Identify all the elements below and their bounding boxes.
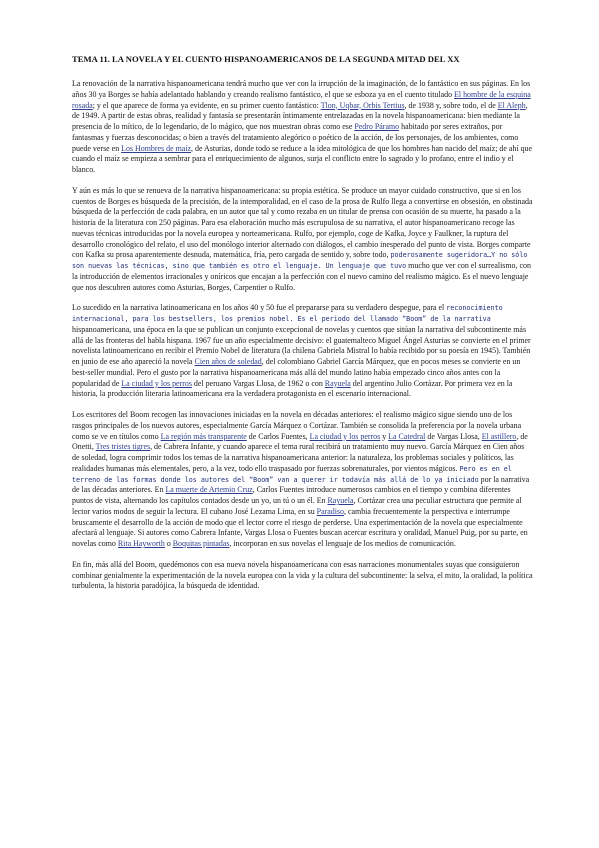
text-run: ; y el que aparece de forma ya evidente, en su primer cuento fantástico: (92, 100, 321, 110)
text-run: del peruano Vargas Llosa, de 1962 o con (191, 378, 325, 388)
text-run: Lo sucedido en la narrativa latinoamericana en los años 40 y 50 fue el prepararse para su verdadero despegue, para el (72, 303, 447, 313)
text-run: En fin, más allá del Boom, quedémonos con esa nueva novela hispanoamericana con esas narraciones monumentales suyas que consiguieron combinar genialmente la experimentación de la novela europea con la vida y la cultura del subcontinente: la selva, el mito, la oralidad, la política turbulenta, la historia paradójica, la búsqueda de identidad. (72, 559, 533, 591)
text-run: Y aún es más lo que se renueva de la narrativa hispanoamericana: su propia estética. Se produce un mayor cuidado constructivo, que si en los cuentos de Borges es búsqueda de la precisión, de la intemporalidad, en el caso de la prosa de Rulfo llega a convertirse en obsesión, en obstinada búsqueda de la perfección de cada palabra, en un autor que tal y como rezaba en un titular de prensa con ocasión de su muerte, ha pasado a la historia de la literatura con 250 páginas. Para esa elaboración mucho más escrupulosa de su narrativa, el autor hispanoamericano recoge las nuevas técnicas introducidas por la novela europea y norteamericana. Rulfo, por ejemplo, coge de Kafka, Joyce y Faulkner, la ruptura del desarrollo cronológico del relato, el uso del monólogo interior alternado con diálogos, el cambio inesperado del punto de vista. Borges comparte con Kafka su prosa aparentemente desnuda, matemática, fría, pero cargada de sentido y, sobre todo, (72, 185, 533, 260)
paragraph (72, 79, 533, 176)
work-title-link[interactable]: La Catedral (388, 431, 426, 441)
work-title-link[interactable]: Tres tristes tigres (95, 442, 151, 452)
work-title-link[interactable]: Rita Hayworth (117, 539, 165, 548)
paragraph (72, 303, 533, 400)
text-run: , Cortázar crea una peculiar estructura que permite al lector varios modos de seguir la lectura. El cubano José Lezama Lima, en su (72, 496, 522, 516)
work-title-link[interactable]: La región más transparente (160, 431, 247, 441)
work-title-link[interactable]: Paradiso (316, 506, 344, 516)
text-run: o (164, 539, 173, 548)
document-title: TEMA 11. LA NOVELA Y EL CUENTO HISPANOAMERICANOS DE LA SEGUNDA MITAD DEL XX (72, 54, 460, 64)
text-run: y (380, 431, 389, 441)
text-run: , de 1949. A partir de estas obras, realidad y fantasía se presentarán íntimamente entrelazadas en la novela hispanoamericana: bien mediante la presencia de lo mítico, de lo legendario, de lo mágico, que nos muestran obras como ese (72, 100, 528, 131)
work-title-link[interactable]: Cien años de soledad (194, 357, 262, 366)
text-run: , incorporan en sus novelas el lenguaje de los medios de comunicación. (229, 539, 456, 548)
text-run: Los escritores del Boom recogen las innovaciones iniciadas en la novela en décadas anteriores: el realismo mágico sigue siendo uno de los rasgos principales de los nuevos autores, especialmente García Márquez o Cortázar. También se consolida la preferencia por la novela urbana como se ve en títulos como (72, 410, 522, 441)
work-title-link[interactable]: Los Hombres de maíz (121, 143, 192, 153)
work-title-link[interactable]: Rayuela (324, 378, 351, 388)
text-run: , de Asturias, donde todo se reduce a la idea mitológica de que los hombres han nacido del maíz; de ahí que cuando el maíz se empieza a sembrar para el enriquecimiento de algunos, surja el conflicto entre lo sagrado y lo profano, entre el indio y el blanco. (72, 143, 533, 174)
work-title-link[interactable]: El hombre de la esquina rosada (72, 89, 531, 110)
text-run: habitado por seres extraños, por fantasmas y fuerzas desconocidas; o bien a través del tratamiento alegórico o poético de la acción, de los personajes, de los ambientes, como puede verse en (72, 122, 519, 153)
text-run: de Vargas Llosa, (425, 431, 482, 441)
text-run: del argentino Julio Cortázar. Por primera vez en la historia, la producción literaria latinoamericana era la verdadera protagonista en el escenario internacional. (72, 378, 513, 399)
work-title-link[interactable]: Pedro Páramo (354, 122, 400, 131)
highlighted-text: Pero es en el terreno de las formas donde los autores del “Boom” van a querer ir todavía más allá de lo ya iniciado (72, 464, 512, 484)
work-title-link[interactable]: El astillero (481, 431, 517, 441)
text-run: , de Cabrera Infante, y cuando aparece el tema rural recibirá un tratamiento muy nuevo. García Márquez en Cien años de soledad, logra comprimir todos los temas de la narrativa hispanoamericana anterior: la naturaleza, los problemas sociales y políticos, las realidades humanas más elementales, pero, a la vez, todo ello traspasado por fuerzas sobrenaturales, por vientos mágicos. (72, 442, 525, 473)
work-title-link[interactable]: La ciudad y los perros (121, 378, 192, 388)
text-run: de Carlos Fuentes, (246, 431, 310, 441)
text-run: , del colombiano Gabriel García Márquez, que en pocos meses se convierte en un best-seller mundial. Pero el gusto por la narrativa hispanoamericana más allá del mundo latino había empezado cinco años antes con la popularidad de (72, 357, 521, 388)
document-body (72, 79, 533, 592)
work-title-link[interactable]: El Aleph (497, 100, 526, 110)
work-title-link[interactable]: Rayuela (327, 496, 354, 505)
paragraph (72, 186, 533, 294)
work-title-link[interactable]: Boquitas pintadas (172, 539, 230, 548)
text-run: hispanoamericana, una época en la que se publican un conjunto excepcional de novelas y cuentos que sitúan la narrativa del subcontinente más allá de las fronteras del habla hispana. 1967 fue un año especialmente decisivo: el guatemalteco Miguel Ángel Asturias se convierte en el primer novelista latinoamericano en recibir el Premio Nobel de literatura (la chilena Gabriela Mistral lo había recibido por su poesía en 1945). También en junio de ese año apareció la novela (72, 324, 531, 366)
highlighted-text: reconocimiento internacional, para los bestsellers, los premios nobel. Es el periodo del llamado “Boom” de la narrativa (72, 304, 503, 323)
text-run: , cambia frecuentemente la perspectiva e interrumpe bruscamente el desarrollo de la acción de modo que el lector corre el riesgo de perderse. Una experimentación de la novela que especialmente afectará al lenguaje. Si autores como Cabrera Infante, Vargas Llosa o Fuentes buscan acercar escritura y oralidad, Manuel Puig, por su parte, en novelas como (72, 506, 528, 548)
text-run: La renovación de la narrativa hispanoamericana tendrá mucho que ver con la irrupción de la imaginación, de lo fantástico en sus páginas. En los años 30 ya Borges se había adelantado hablando y creando realismo fantástico, el que se esboza ya en el cuento titulado (72, 79, 531, 99)
text-run: mucho que ver con el surrealismo, con la introducción de elementos irracionales y oníricos que encajan a la perfección con el nuevo camino del realismo mágico. Es el nuevo lenguaje que nos descubren autores como Asturias, Borges, Carpentier o Rulfo. (72, 261, 531, 292)
paragraph (72, 410, 533, 550)
text-run: por la narrativa de las décadas anteriores. En (72, 474, 530, 495)
work-title-link[interactable]: La muerte de Artemio Cruz (165, 485, 253, 495)
paragraph (72, 560, 533, 592)
work-title-link[interactable]: Tlon, Uqbar, Orbis Tertius (320, 100, 405, 110)
text-run: , de 1938 y, sobre todo, el de (404, 100, 498, 110)
work-title-link[interactable]: La ciudad y los perros (309, 431, 381, 441)
text-run: , Carlos Fuentes introduce numerosos cambios en el tiempo y combina diferentes puntos de vista, alternando los capítulos contados desde un yo, un tú o un él. En (72, 485, 511, 505)
text-run: , de Onetti, (72, 431, 528, 452)
highlighted-text: poderosamente sugeridora…Y no sólo son nuevas las técnicas, sino que también es otro el lenguaje. Un lenguaje que tuvo (72, 251, 528, 270)
